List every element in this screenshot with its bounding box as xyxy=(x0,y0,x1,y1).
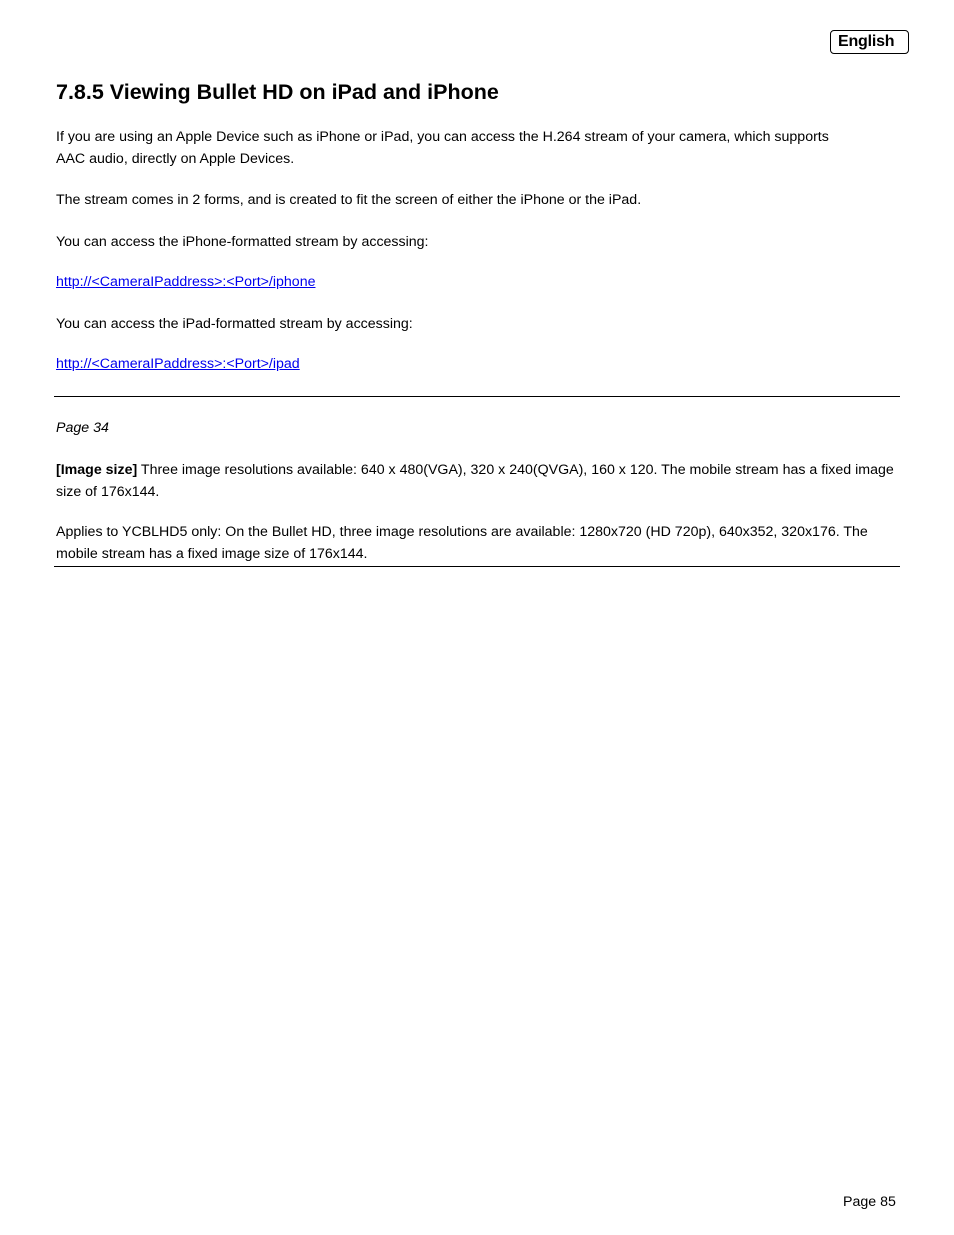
image-size-paragraph xyxy=(56,460,896,503)
note-bottom-divider xyxy=(54,566,900,567)
iphone-access-paragraph: You can access the iPhone-formatted stream by accessing: xyxy=(56,234,429,250)
stream-forms-paragraph: The stream comes in 2 forms, and is created to fit the screen of either the iPhone or the iPad. xyxy=(56,192,642,208)
ycblhd5-paragraph: Applies to YCBLHD5 only: On the Bullet HD, three image resolutions are available: 1280x720 (HD 720p), 640x352, 320x176. The mobile stream has a fixed image size of 176x144. xyxy=(56,524,868,562)
ipad-access-paragraph: You can access the iPad-formatted stream by accessing: xyxy=(56,316,413,332)
image-size-label: [Image size] xyxy=(56,462,138,478)
language-badge: English xyxy=(830,30,909,54)
page-number: Page 85 xyxy=(843,1194,896,1210)
page-reference: Page 34 xyxy=(56,420,109,436)
image-size-text: Three image resolutions available: 640 x 480(VGA), 320 x 240(QVGA), 160 x 120. The mobile stream has a fixed image size of 176x144. xyxy=(56,462,894,500)
iphone-stream-link[interactable]: http://<CameraIPaddress>:<Port>/iphone xyxy=(56,274,316,290)
note-top-divider xyxy=(54,396,900,397)
intro-paragraph: If you are using an Apple Device such as iPhone or iPad, you can access the H.264 stream of your camera, which supports AAC audio, directly on Apple Devices. xyxy=(56,129,829,167)
section-title: 7.8.5 Viewing Bullet HD on iPad and iPhone xyxy=(56,80,499,104)
ipad-stream-link[interactable]: http://<CameraIPaddress>:<Port>/ipad xyxy=(56,356,300,372)
